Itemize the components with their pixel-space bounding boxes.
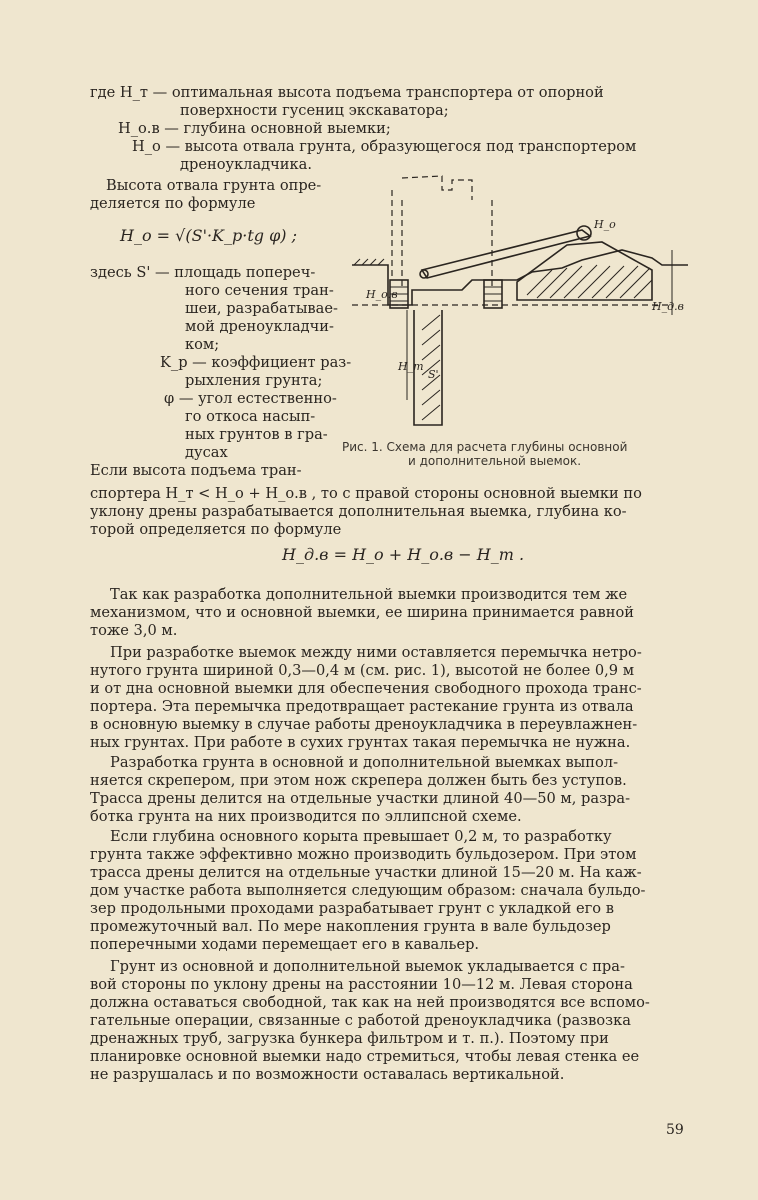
para1-line2: механизмом, что и основной выемки, ее ширина принимается равной: [90, 604, 634, 621]
where-kp-2: рыхления грунта;: [185, 372, 323, 389]
para5-line6: планировке основной выемки надо стремиться, чтобы левая стенка ее: [90, 1048, 640, 1065]
para5-line7: не разрушалась и по возможности оставалась вертикальной.: [90, 1066, 565, 1083]
label-ho: H_о: [594, 218, 616, 231]
para5-line2: вой стороны по уклону дрены на расстоянии 10—12 м. Левая сторона: [90, 976, 633, 993]
para2-line4: портера. Эта перемычка предотвращает растекание грунта из отвала: [90, 698, 634, 715]
para4-line6: промежуточный вал. По мере накопления грунта в вале бульдозер: [90, 918, 611, 935]
label-ht: H_т: [398, 360, 424, 373]
definition-hov: H_о.в — глубина основной выемки;: [118, 120, 391, 137]
where-s-5: ком;: [185, 336, 220, 353]
para4-line2: грунта также эффективно можно производить бульдозером. При этом: [90, 846, 637, 863]
para1-line1: Так как разработка дополнительной выемки производится тем же: [110, 586, 628, 603]
definition-ht-cont: поверхности гусениц экскаватора;: [180, 102, 449, 119]
condition-line4: торой определяется по формуле: [90, 521, 342, 538]
excavation-scheme-figure: [352, 170, 688, 435]
para5-line3: должна оставаться свободной, так как на ней производятся все вспомо-: [90, 994, 650, 1011]
para2-line5: в основную выемку в случае работы дреноукладчика в переувлажнен-: [90, 716, 638, 733]
para2-line1: При разработке выемок между ними оставляется перемычка нетро-: [110, 644, 642, 661]
para5-line5: дренажных труб, загрузка бункера фильтром и т. п.). Поэтому при: [90, 1030, 609, 1047]
para4-line5: зер продольными проходами разрабатывает грунт с укладкой его в: [90, 900, 614, 917]
where-s: здесь S' — площадь попереч-: [90, 264, 316, 281]
ground-profile: [352, 250, 688, 305]
para3-line4: ботка грунта на них производится по эллипсной схеме.: [90, 808, 522, 825]
formula-hdv: H_д.в = H_о + H_о.в − H_т .: [282, 545, 525, 564]
para2-line3: и от дна основной выемки для обеспечения свободного прохода транс-: [90, 680, 642, 697]
where-s-4: мой дреноукладчи-: [185, 318, 334, 335]
height-intro-line2: деляется по формуле: [90, 195, 256, 212]
where-kp: K_р — коэффициент раз-: [160, 354, 352, 371]
cab-outline: [402, 176, 472, 200]
figure-caption-line1: Рис. 1. Схема для расчета глубины основной: [342, 440, 628, 454]
label-s: S': [428, 368, 439, 381]
para3-line2: няется скрепером, при этом нож скрепера должен быть без уступов.: [90, 772, 627, 789]
definition-ho: H_о — высота отвала грунта, образующегося под транспортером: [132, 138, 637, 155]
para1-line3: тоже 3,0 м.: [90, 622, 178, 639]
condition-line3: уклону дрены разрабатывается дополнительная выемка, глубина ко-: [90, 503, 627, 520]
ground-hatch-left: [354, 259, 384, 265]
figure-caption-line2: и дополнительной выемок.: [408, 454, 582, 468]
para4-line7: поперечными ходами перемещает его в кавальер.: [90, 936, 480, 953]
page-number: 59: [666, 1122, 684, 1138]
definition-ht: где H_т — оптимальная высота подъема транспортера от опорной: [90, 84, 604, 101]
where-phi: φ — угол естественно-: [164, 390, 337, 407]
para2-line6: ных грунтах. При работе в сухих грунтах такая перемычка не нужна.: [90, 734, 631, 751]
para4-line3: трасса дрены делится на отдельные участки длиной 15—20 м. На каж-: [90, 864, 642, 881]
height-intro-line1: Высота отвала грунта опре-: [106, 177, 322, 194]
para3-line1: Разработка грунта в основной и дополнительной выемках выпол-: [110, 754, 619, 771]
para2-line2: нутого грунта шириной 0,3—0,4 м (см. рис. 1), высотой не более 0,9 м: [90, 662, 635, 679]
where-phi-4: дусах: [185, 444, 228, 461]
where-phi-2: го откоса насып-: [185, 408, 316, 425]
para4-line4: дом участке работа выполняется следующим образом: сначала бульдо-: [90, 882, 646, 899]
para5-line4: гательные операции, связанные с работой дреноукладчика (развозка: [90, 1012, 631, 1029]
where-phi-3: ных грунтов в гра-: [185, 426, 328, 443]
label-hdv: H_д.в: [652, 300, 684, 313]
para5-line1: Грунт из основной и дополнительной выемок укладывается с пра-: [110, 958, 625, 975]
condition-line1: Если высота подъема тран-: [90, 462, 302, 479]
formula-ho: H_о = √(S'·K_р·tg φ) ;: [120, 226, 298, 245]
para3-line3: Трасса дрены делится на отдельные участки длиной 40—50 м, разра-: [90, 790, 631, 807]
label-hov: H_о.в: [366, 288, 398, 301]
condition-line2: спортера H_т < H_о + H_о.в , то с правой стороны основной выемки по: [90, 485, 642, 502]
definition-ho-cont: дреноукладчика.: [180, 156, 312, 173]
para4-line1: Если глубина основного корыта превышает 0,2 м, то разработку: [110, 828, 612, 845]
where-s-3: шеи, разрабатывае-: [185, 300, 338, 317]
where-s-2: ного сечения тран-: [185, 282, 334, 299]
